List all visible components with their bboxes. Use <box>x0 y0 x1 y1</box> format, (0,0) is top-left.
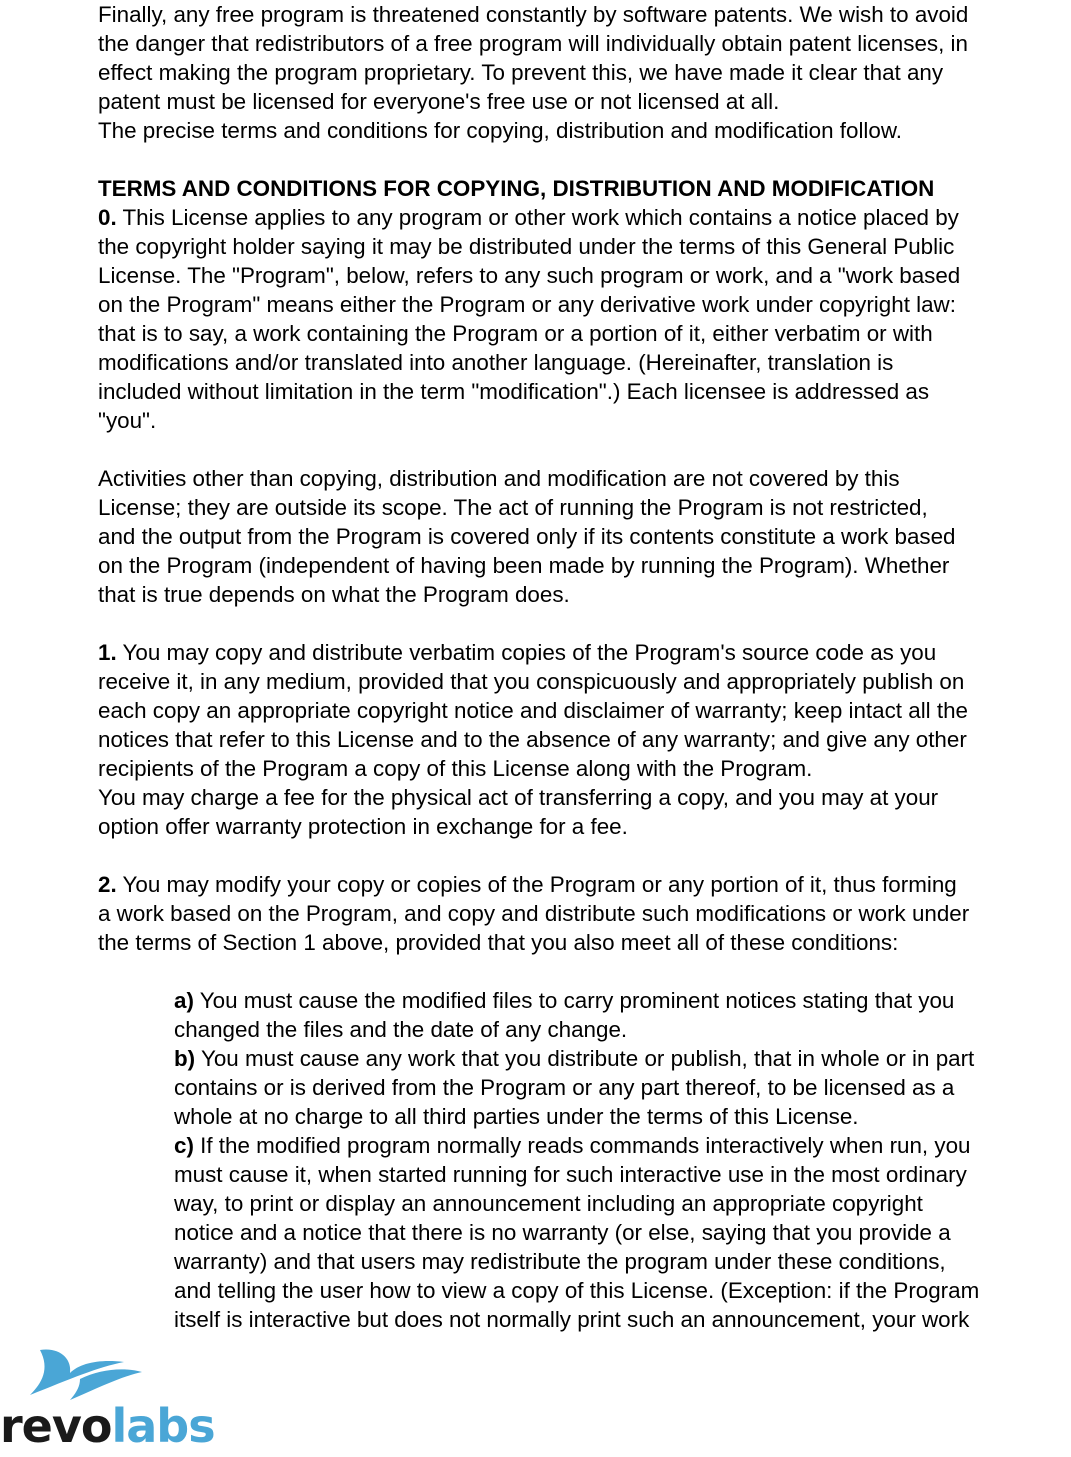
section-1-first-line <box>98 638 1071 667</box>
section-2-line: a work based on the Program, and copy and distribute such modifications or work under <box>98 901 970 926</box>
logo-word-labs: labs <box>111 1399 215 1453</box>
terms-heading: TERMS AND CONDITIONS FOR COPYING, DISTRIBUTION AND MODIFICATION <box>98 176 935 201</box>
clause-b-line: whole at no charge to all third parties under the terms of this License. <box>174 1104 859 1129</box>
section-1-line: each copy an appropriate copyright notice and disclaimer of warranty; keep intact all the <box>98 698 968 723</box>
activities-line: Activities other than copying, distribution and modification are not covered by this <box>98 466 900 491</box>
intro-line: the danger that redistributors of a free program will individually obtain patent licenses, in <box>98 31 968 56</box>
paragraph-gap <box>98 435 1071 464</box>
activities-line: and the output from the Program is covered only if its contents constitute a work based <box>98 524 956 549</box>
clause-a-label: a) <box>174 988 194 1013</box>
section-0-line: modifications and/or translated into another language. (Hereinafter, translation is <box>98 350 894 375</box>
section-0-first-text: This License applies to any program or other work which contains a notice placed by <box>116 205 959 230</box>
section-0-line: included without limitation in the term "modification".) Each licensee is addressed as <box>98 379 930 404</box>
logo-wordmark <box>0 1401 215 1451</box>
clause-c-label: c) <box>174 1133 194 1158</box>
intro-line: effect making the program proprietary. To prevent this, we have made it clear that any <box>98 60 944 85</box>
clause-c-first-line <box>98 1131 1071 1160</box>
intro-line: Finally, any free program is threatened constantly by software patents. We wish to avoid <box>98 2 969 27</box>
section-1-line: recipients of the Program a copy of this License along with the Program. <box>98 756 813 781</box>
paragraph-gap <box>98 609 1071 638</box>
clause-a-first-text: You must cause the modified files to carry prominent notices stating that you <box>193 988 955 1013</box>
fin-wave-icon <box>0 1345 155 1405</box>
section-2-first-text: You may modify your copy or copies of the Program or any portion of it, thus forming <box>116 872 957 897</box>
section-1-first-text: You may copy and distribute verbatim copies of the Program's source code as you <box>116 640 937 665</box>
clause-b-label: b) <box>174 1046 196 1071</box>
clause-b-first-text: You must cause any work that you distribute or publish, that in whole or in part <box>195 1046 975 1071</box>
section-2-first-line <box>98 870 1071 899</box>
section-0-line: the copyright holder saying it may be distributed under the terms of this General Public <box>98 234 955 259</box>
section-2-number: 2. <box>98 872 117 897</box>
clause-a-first-line <box>98 986 1071 1015</box>
section-0-line: License. The "Program", below, refers to any such program or work, and a "work based <box>98 263 961 288</box>
section-0-first-line <box>98 203 1071 232</box>
section-1-line: receive it, in any medium, provided that you conspicuously and appropriately publish on <box>98 669 965 694</box>
license-document <box>98 0 1071 1334</box>
section-2-line: the terms of Section 1 above, provided that you also meet all of these conditions: <box>98 930 899 955</box>
clause-a-line: changed the files and the date of any change. <box>174 1017 628 1042</box>
activities-line: License; they are outside its scope. The act of running the Program is not restricted, <box>98 495 928 520</box>
intro-line: The precise terms and conditions for copying, distribution and modification follow. <box>98 118 902 143</box>
clause-c-line: notice and a notice that there is no warranty (or else, saying that you provide a <box>174 1220 951 1245</box>
section-1-line: notices that refer to this License and to the absence of any warranty; and give any other <box>98 727 967 752</box>
section-1-number: 1. <box>98 640 117 665</box>
revolabs-logo <box>0 1345 215 1457</box>
clause-c-first-text: If the modified program normally reads commands interactively when run, you <box>193 1133 971 1158</box>
intro-line: patent must be licensed for everyone's free use or not licensed at all. <box>98 89 780 114</box>
section-0-number: 0. <box>98 205 117 230</box>
clause-b-first-line <box>98 1044 1071 1073</box>
section-0-line: that is to say, a work containing the Program or a portion of it, either verbatim or with <box>98 321 933 346</box>
activities-line: on the Program (independent of having been made by running the Program). Whether <box>98 553 950 578</box>
clause-c-line: way, to print or display an announcement including an appropriate copyright <box>174 1191 923 1216</box>
logo-word-revo: revo <box>0 1399 112 1453</box>
paragraph-gap <box>98 841 1071 870</box>
section-0-line: on the Program" means either the Program or any derivative work under copyright law: <box>98 292 956 317</box>
paragraph-gap <box>98 145 1071 174</box>
clause-c-line: must cause it, when started running for such interactive use in the most ordinary <box>174 1162 967 1187</box>
section-0-line: "you". <box>98 408 157 433</box>
section-1-line: You may charge a fee for the physical act of transferring a copy, and you may at your <box>98 785 939 810</box>
clause-c-line: warranty) and that users may redistribute the program under these conditions, <box>174 1249 946 1274</box>
activities-line: that is true depends on what the Program does. <box>98 582 570 607</box>
section-1-line: option offer warranty protection in exchange for a fee. <box>98 814 628 839</box>
clause-c-line: itself is interactive but does not normally print such an announcement, your work <box>174 1307 970 1332</box>
clause-c-line: and telling the user how to view a copy of this License. (Exception: if the Program <box>174 1278 980 1303</box>
paragraph-gap <box>98 957 1071 986</box>
clause-b-line: contains or is derived from the Program or any part thereof, to be licensed as a <box>174 1075 955 1100</box>
